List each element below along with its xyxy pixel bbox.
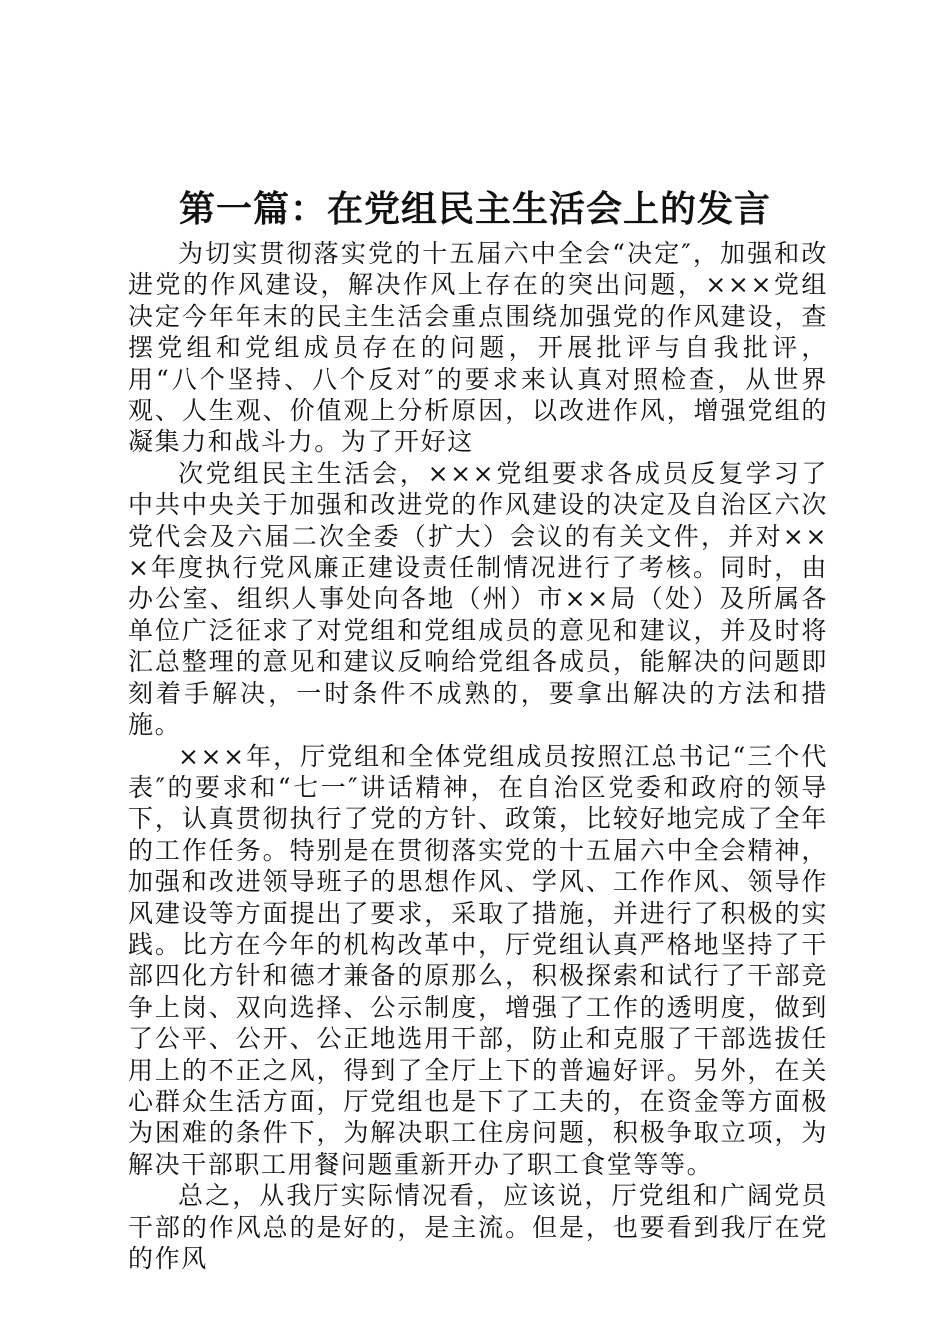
paragraph-4: 总之，从我厅实际情况看，应该说，厅党组和广阔党员干部的作风总的是好的，是主流。但是，也要看到我厅在党的作风 — [128, 1181, 828, 1273]
paragraph-3: ×××年，厅党组和全体党组成员按照江总书记“三个代表″的要求和“七一″讲话精神，在自治区党委和政府的领导下，认真贯彻执行了党的方针、政策，比较好地完成了全年的工作任务。特别是在贯彻落实党的十五届六中全会精神，加强和改进领导班子的思想作风、学风、工作作风、领导作风建设等方面提出了要求，采取了措施，并进行了积极的实践。比方在今年的机构改革中，厅党组认真严格地坚持了干部四化方针和德才兼备的原那么，积极探索和试行了干部竞争上岗、双向选择、公示制度，增强了工作的透明度，做到了公平、公开、公正地选用干部，防止和克服了干部选拔任用上的不正之风，得到了全厅上下的普遍好评。另外，在关心群众生活方面，厅党组也是下了工夫的，在资金等方面极为困难的条件下，为解决职工住房问题，积极争取立项，为解决干部职工用餐问题重新开办了职工食堂等等。 — [128, 741, 828, 1179]
document-title: 第一篇：在党组民主生活会上的发言 — [178, 188, 771, 230]
paragraph-2: 次党组民主生活会，×××党组要求各成员反复学习了中共中央关于加强和改进党的作风建设的决定及自治区六次党代会及六届二次全委（扩大）会议的有关文件，并对×××年度执行党风廉正建设责任制情况进行了考核。同时，由办公室、组织人事处向各地（州）市××局（处）及所属各单位广泛征求了对党组和党组成员的意见和建议，并及时将汇总整理的意见和建议反响给党组各成员，能解决的问题即刻着手解决，一时条件不成熟的，要拿出解决的方法和措施。 — [128, 458, 828, 740]
paragraph-1: 为切实贯彻落实党的十五届六中全会“决定″，加强和改进党的作风建设，解决作风上存在的突出问题，×××党组决定今年年末的民主生活会重点围绕加强党的作风建设，查摆党组和党组成员存在的问题，开展批评与自我批评，用“八个坚持、八个反对″的要求来认真对照检查，从世界观、人生观、价值观上分析原因，以改进作风，增强党组的凝集力和战斗力。为了开好这 — [128, 239, 828, 457]
document-body — [128, 238, 828, 1274]
